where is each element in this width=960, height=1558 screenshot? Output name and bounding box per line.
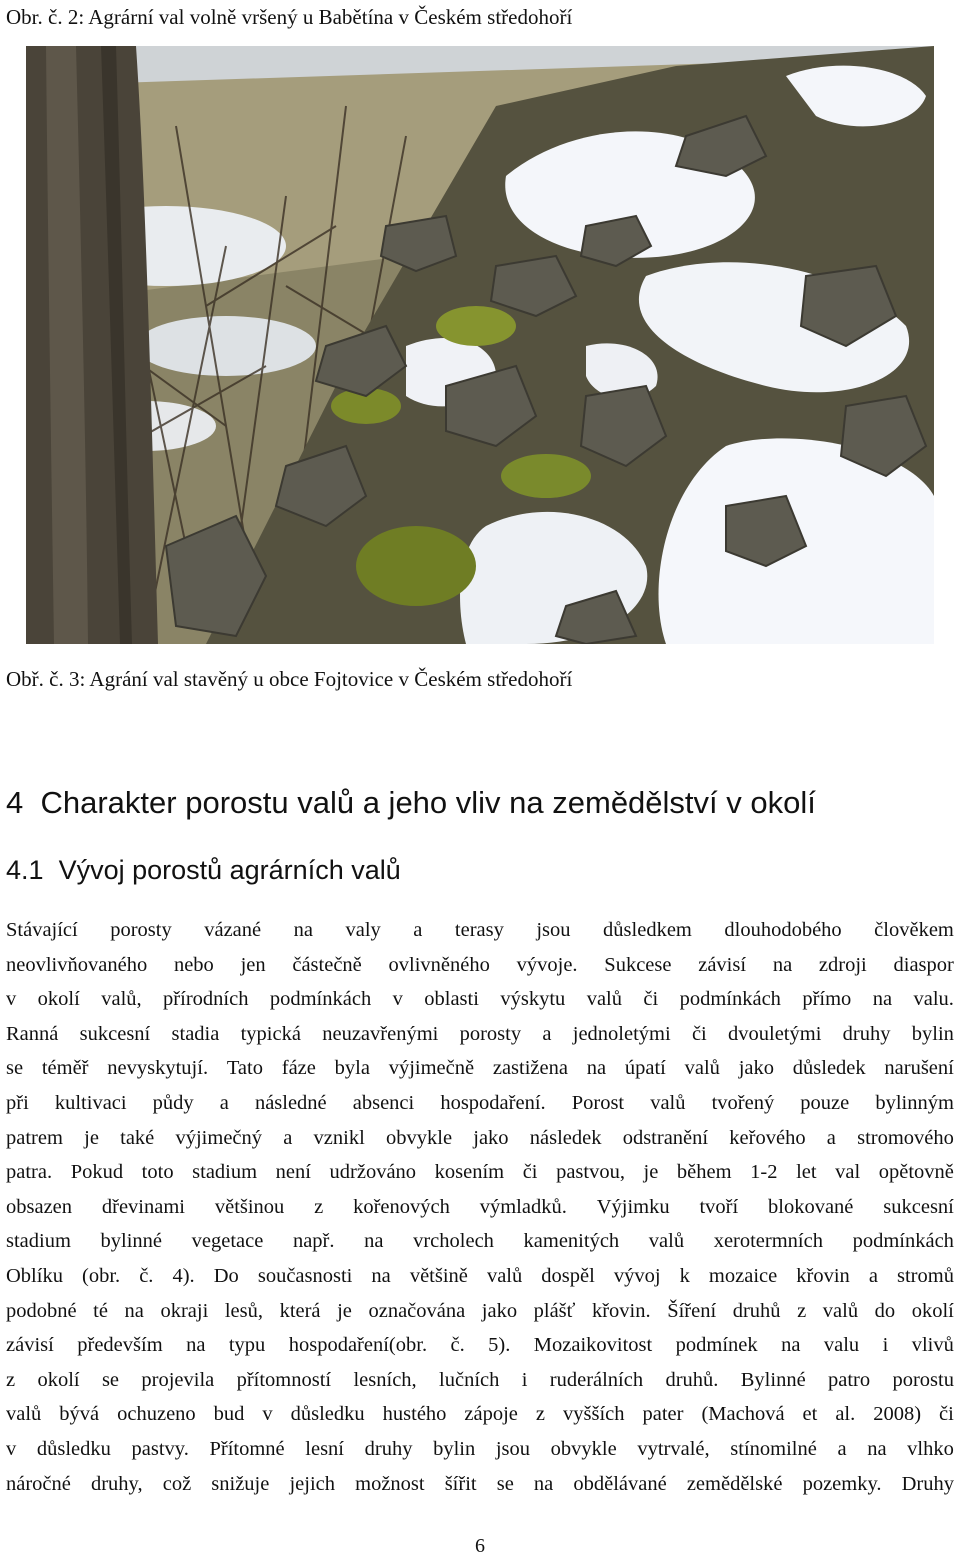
section-number: 4 (6, 785, 24, 820)
text-line: Ranná sukcesní stadia typická neuzavřenými porosty a jednoletými či dvouletými druhy bylin (6, 1022, 954, 1045)
photo-stone-wall (26, 46, 934, 644)
text-line: stadium bylinné vegetace např. na vrcholech kamenitých valů xerotermních podmínkách (6, 1230, 954, 1253)
text-line: při kultivaci půdy a následné absenci hospodaření. Porost valů tvořený pouze bylinným (6, 1091, 954, 1114)
text-line: náročné druhy, což snižuje jejich možnost šířit se na obdělávané zemědělské pozemky. Druhy (6, 1472, 954, 1495)
text-line: v důsledku pastvy. Přítomné lesní druhy bylin jsou obvykle vytrvalé, stínomilné a na vlhko (6, 1437, 954, 1460)
text-line: Oblíku (obr. č. 4). Do současnosti na většině valů dospěl vývoj k mozaice křovin a stromů (6, 1264, 954, 1287)
figure-caption-bottom: Obř. č. 3: Agrání val stavěný u obce Fojtovice v Českém středohoří (6, 667, 573, 691)
subsection-title: Vývoj porostů agrárních valů (58, 855, 401, 885)
section-heading (6, 783, 816, 823)
body-paragraph (6, 913, 954, 1501)
text-line: obsazen dřevinami většinou z kořenových výmladků. Výjimku tvoří blokované sukcesní (6, 1195, 954, 1218)
text-line: z okolí se projevila přítomností lesních, lučních i ruderálních druhů. Bylinné patro porostu (6, 1368, 954, 1391)
text-line: neovlivňovaného nebo jen částečně ovlivněného vývoje. Sukcese závisí na zdroji diaspor (6, 953, 954, 976)
text-line: patra. Pokud toto stadium není udržováno kosením či pastvou, je během 1-2 let val opětovně (6, 1161, 954, 1184)
text-line: valů bývá ochuzeno bud v důsledku hustého zápoje z vyšších pater (Machová et al. 2008) či (6, 1403, 954, 1426)
page-number: 6 (475, 1535, 485, 1557)
subsection-heading (6, 852, 401, 888)
text-line: podobné té na okraji lesů, která je označována jako plášť křovin. Šíření druhů z valů do okolí (6, 1299, 954, 1322)
text-line: patrem je také výjimečný a vznikl obvykle jako následek odstranění keřového a stromového (6, 1126, 954, 1149)
subsection-number: 4.1 (6, 855, 44, 885)
figure-caption-top: Obr. č. 2: Agrární val volně vršený u Babětína v Českém středohoří (6, 5, 573, 29)
section-title: Charakter porostu valů a jeho vliv na zemědělství v okolí (40, 785, 816, 820)
text-line: Stávající porosty vázané na valy a terasy jsou důsledkem dlouhodobého člověkem (6, 919, 954, 941)
text-line: závisí především na typu hospodaření(obr. č. 5). Mozaikovitost podmínek na valu i vlivů (6, 1334, 954, 1357)
text-line: se téměř nevyskytují. Tato fáze byla výjimečně zastižena na úpatí valů jako důsledek narušení (6, 1057, 954, 1080)
text-line: v okolí valů, přírodních podmínkách v oblasti výskytu valů či podmínkách přímo na valu. (6, 988, 954, 1011)
